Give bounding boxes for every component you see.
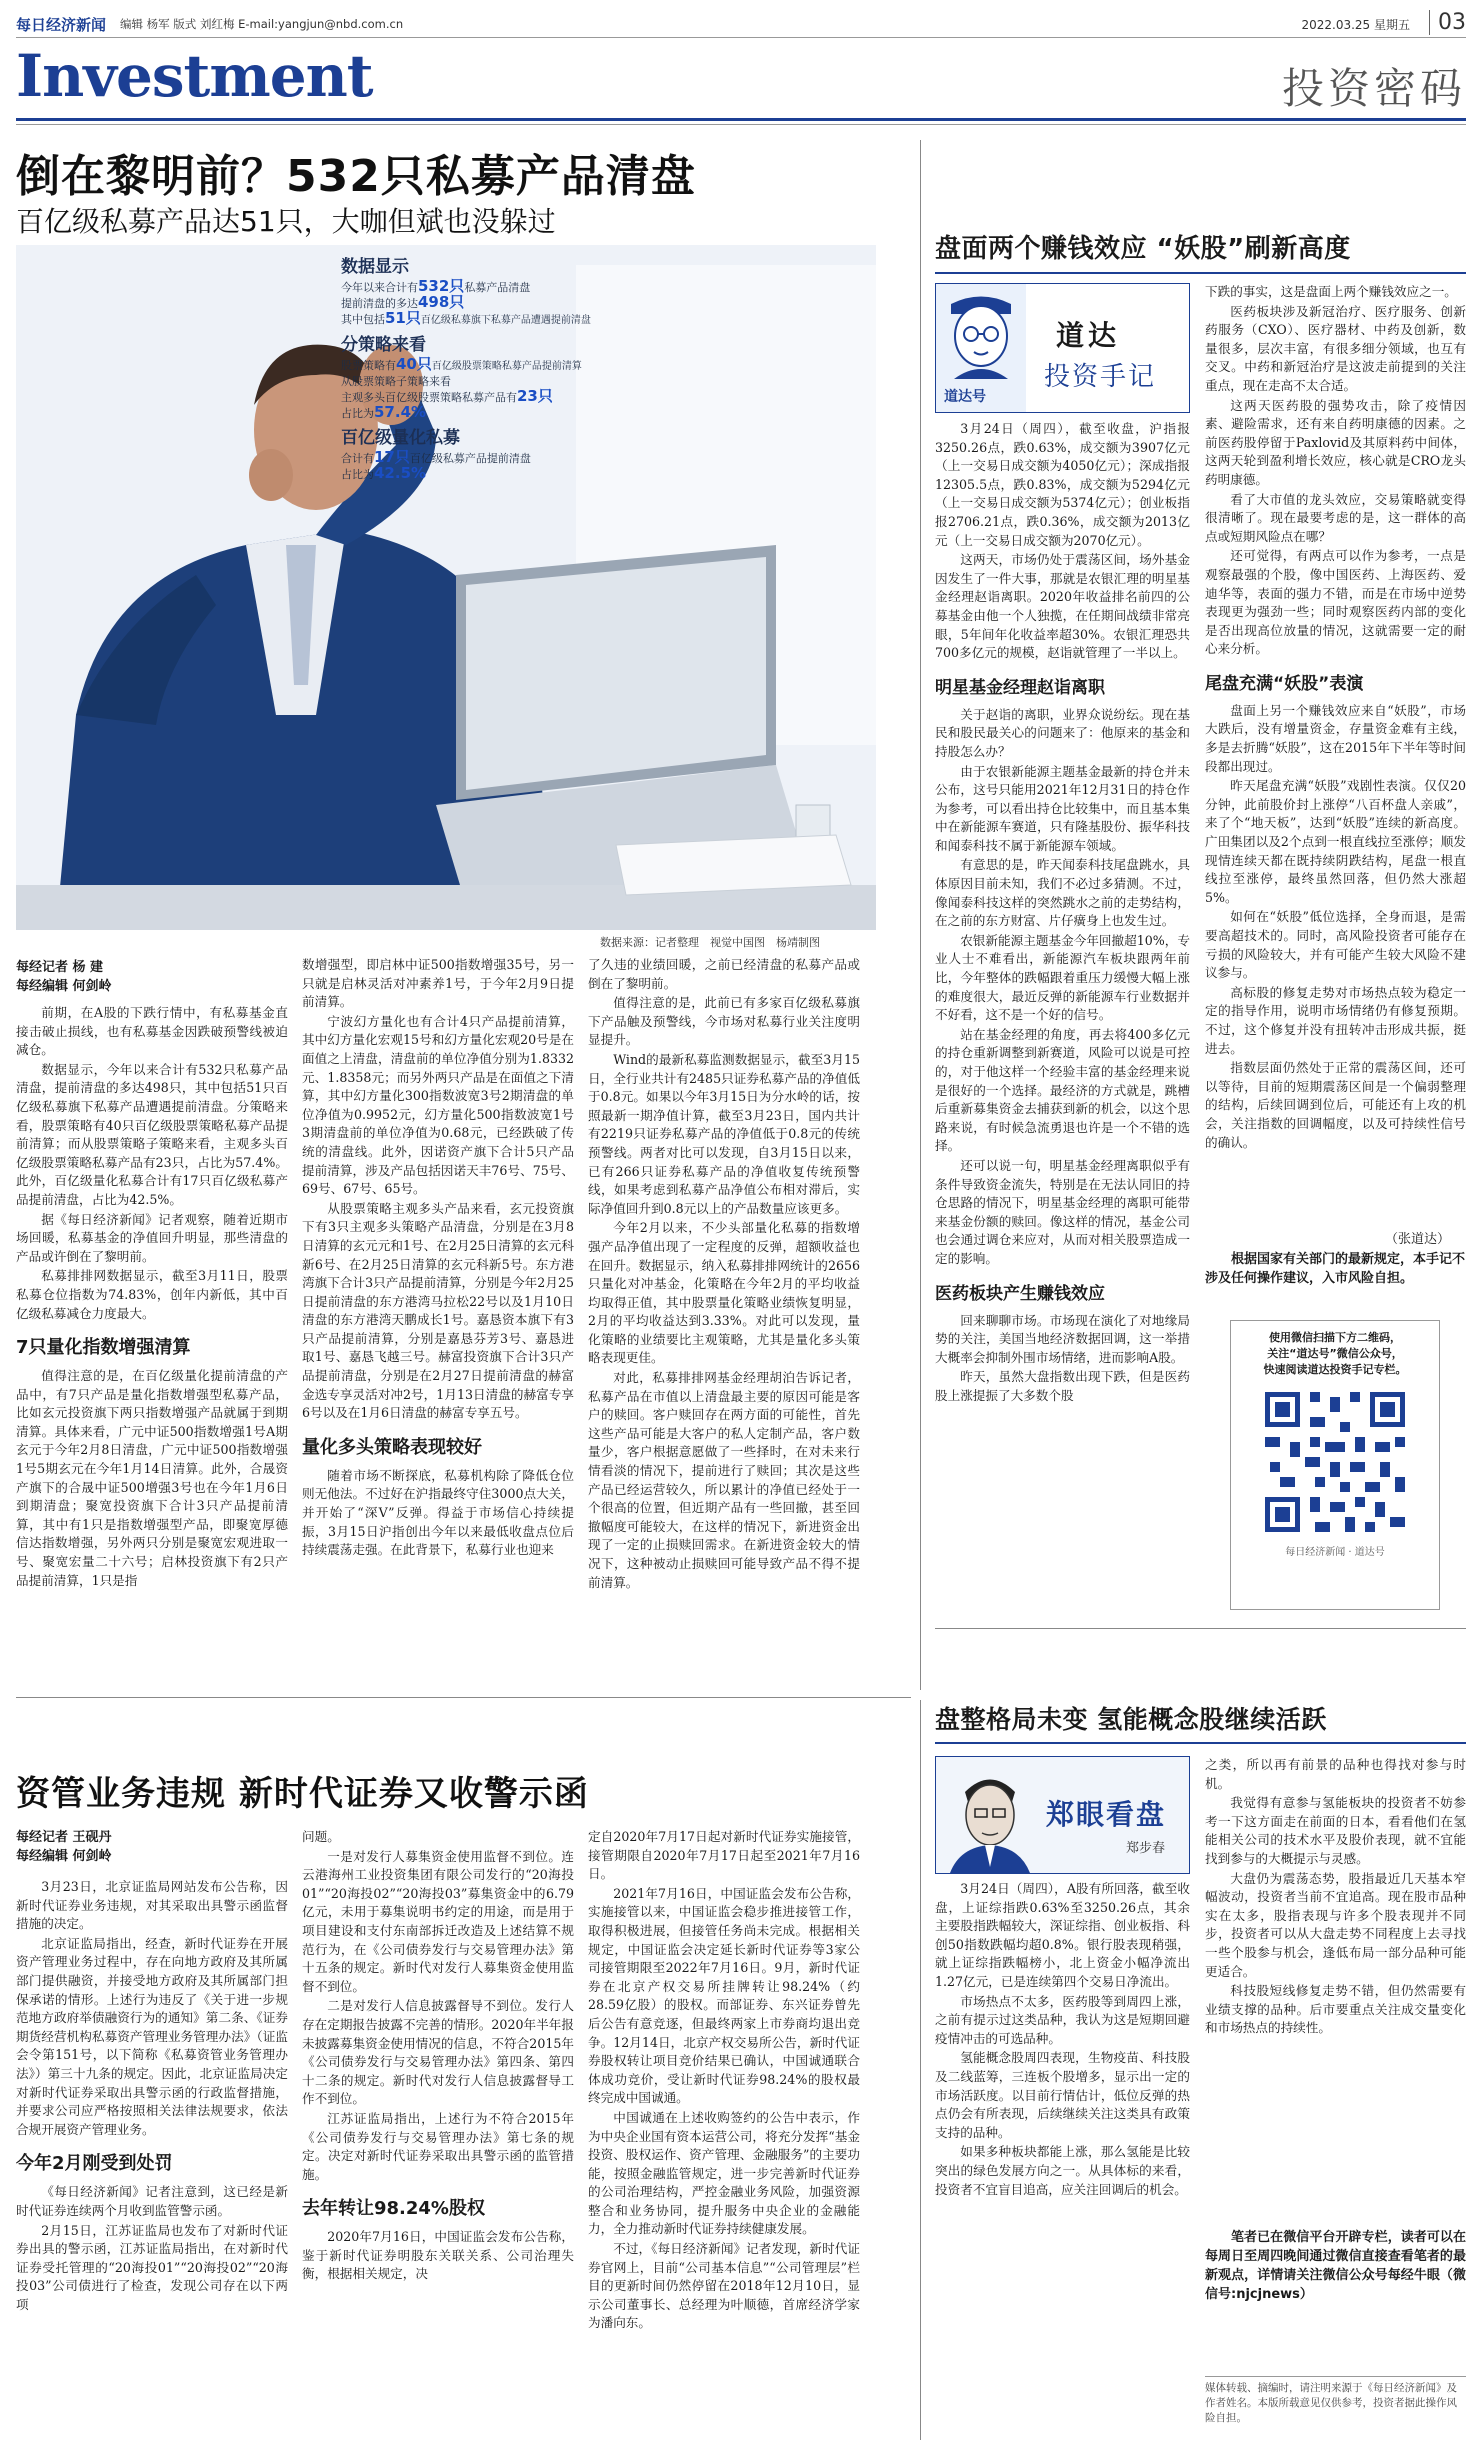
paragraph: 高标股的修复走势对市场热点较为稳定一定的指导作用，说明市场情绪仍有修复预期。不过，这个修复并没有扭转冲击形成共振，挺进去。 xyxy=(1205,984,1466,1056)
page-number: 03 xyxy=(1429,10,1466,35)
paragraph: 了久违的业绩回暖，之前已经清盘的私募产品或倒在了黎明前。 xyxy=(588,957,860,991)
paragraph: 盘面上另一个赚钱效应来自“妖股”，市场大跌后，没有增量资金，存量资金难有主线，多是去折腾“妖股”，这在2015年下半年等时间段都出现过。 xyxy=(1205,702,1466,774)
column-name: 郑眼看盘 xyxy=(1046,1798,1167,1831)
paragraph: 如何在“妖股”低位选择，全身而退，是需要高超技术的。同时，高风险投资者可能存在亏损的风险较大，并有可能产生较大风险不建议参与。 xyxy=(1205,909,1466,981)
info-line-5: 从股票策略子策略来看 xyxy=(341,375,451,388)
lead-photo xyxy=(16,245,876,930)
section-rule-1 xyxy=(16,118,1466,121)
masthead-bar xyxy=(16,10,1466,36)
paragraph: 有意思的是，昨天闻泰科技尾盘跳水，具体原因目前未知，我们不必过多猜测。不过，像闻泰科技这样的突然跳水之前的走势结构，在之前的东方财富、片仔癀身上也发生过。 xyxy=(935,857,1190,929)
paragraph: 江苏证监局指出，上述行为不符合2015年《公司债券发行与交易管理办法》第七条的规定。决定对新时代证券采取出具警示函的监管措施。 xyxy=(302,2110,574,2182)
paragraph: 值得注意的是，此前已有多家百亿级私募旗下产品触及预警线，今市场对私募行业关注度明显提升。 xyxy=(588,995,860,1048)
reporter: 每经记者 杨 建 xyxy=(16,960,104,975)
right-top-rule xyxy=(935,272,1466,274)
paragraph: 数据显示，今年以来合计有532只私募产品清盘，提前清盘的多达498只，其中包括51只百亿级私募旗下私募产品遭遇提前清盘。分策略来看，股票策略有40只百亿级股票策略私募产品提前清算；而从股票策略子策略来看，主观多头百亿级股票策略私募产品有23只，占比为57.4%。此外，百亿级量化私募合计有17只百亿级私募产品提前清盘，占比为42.5%。 xyxy=(16,1061,288,1207)
lead-subhead-2: 量化多头策略表现较好 xyxy=(302,1436,482,1458)
bottom-left-title: 资管业务违规 新时代证券又收警示函 xyxy=(16,1774,589,1814)
paragraph: 由于农银新能源主题基金最新的持仓并未公布，这号只能用2021年12月31日的持仓作为参考，可以看出持仓比较集中，而且基本集中在新能源车赛道，只有隆基股份、振华科技和闻泰科技不属于新能源车领域。 xyxy=(935,763,1190,853)
info-figure: 23只 xyxy=(517,387,553,405)
paragraph: 值得注意的是，在百亿级量化提前清盘的产品中，有7只产品是量化指数增强型私募产品，比如玄元投资旗下两只指数增强产品就属于到期清算。具体来看，广元中证500指数增强1号A期玄元于今年2月8日清盘，广元中证500指数增强1号5期玄元在今年1月14日清算。此外，合晟资产旗下的合晟中证500增强3号也在今年1月6日到期清盘；聚宽投资旗下合计3只产品提前清算，其中有1只是指数增强型产品，即聚宽厚德信达指数增强，另外两只分别是聚宽宏观进取一号、聚宽宏量二十六号；启林投资旗下有2只产品提前清算，1只是指 xyxy=(16,1368,288,1588)
paragraph: 宁波幻方量化也有合计4只产品提前清算，其中幻方量化宏观15号和幻方量化宏观20号是在面值之上清盘，清盘前的单位净值分别为1.8332元、1.8358元；而另外两只产品是在面值之下清算，其中幻方量化300指数波宽3号2期清盘的单位净值为0.9952元，幻方量化500指数波宽1号3期清盘前的单位净值为0.68元，已经跌破了传统的清盘线。此外，因诺资产旗下合计5只产品提前清算，涉及产品包括因诺天丰76号、75号、69号、67号、65号。 xyxy=(302,1013,574,1197)
paragraph: 指数层面仍然处于正常的震荡区间，还可以等待，目前的短期震荡区间是一个偏弱整理的结构，后续回调到位后，可能还有上攻的机会，关注指数的回调幅度，以及可持续性信号的确认。 xyxy=(1205,1060,1466,1150)
info-text: 合计有 xyxy=(341,452,374,465)
column-divider-main xyxy=(920,140,921,1690)
paragraph: 关于赵诣的离职，业界众说纷纭。现在基民和股民最关心的问题来了：他原来的基金和持股怎么办？ xyxy=(935,706,1190,759)
paragraph: 还可觉得，有两点可以作为参考，一点是观察最强的个股，像中国医药、上海医药、爱迪华等，表面的强力不错，而是在市场中逆势表现更为强劲一些；同时观察医药内部的变化是否出现高位放量的情况，这就需要一定的耐心来分析。 xyxy=(1205,548,1466,657)
mid-page-rule xyxy=(16,1697,911,1698)
paragraph: 3月24日（周四），截至收盘，沪指报3250.26点，跌0.63%，成交额为3907亿元（上一交易日成交额为4050亿元）；深成指报12305.5点，跌0.83%，成交额为5294亿元（上一交易日成交额为5374亿元）；创业板指报2706.21点，跌0.36%，成交额为2013亿元（上一交易日成交额为2070亿元）。 xyxy=(935,421,1190,548)
paragraph: 中国诚通在上述收购签约的公告中表示，作为中央企业国有资本运营公司，将充分发挥“基金投资、股权运作、资产管理、金融服务”的主要功能，按照金融监管规定，进一步完善新时代证券的公司治理结构，严控金融业务风险，加强资源整合和业务协同，提升服务中央企业的金融能力，全力推动新时代证券持续健康发展。 xyxy=(588,2109,860,2237)
right-subhead-3: 尾盘充满“妖股”表演 xyxy=(1205,673,1364,694)
lead-subhead-1: 7只量化指数增强清算 xyxy=(16,1337,191,1359)
paragraph: 科技股短线修复走势不错，但仍然需要有业绩支撑的品种。后市要重点关注成交量变化和市场热点的持续性。 xyxy=(1205,1983,1466,2036)
paper-name: 每日经济新闻 xyxy=(16,16,107,34)
bottom-right-col-2 xyxy=(1205,1756,1466,2188)
bottom-right-col-1 xyxy=(935,1880,1190,2440)
info-text: 百亿级私募产品提前清盘 xyxy=(409,452,531,465)
section-title-cn: 投资密码 xyxy=(1281,64,1466,113)
paragraph: 医药板块涉及新冠治疗、医疗服务、创新药服务（CXO）、医疗器材、中药及创新，数量很多，层次丰富，有很多细分领域，也互有交叉。中药和新冠治疗是这波走前提到的关注重点，现在走高不太合适。 xyxy=(1205,303,1466,393)
paragraph: 下跌的事实，这是盘面上两个赚钱效应之一。 xyxy=(1205,284,1457,299)
paragraph: 之类，所以再有前景的品种也得找对参与时机。 xyxy=(1205,1757,1466,1791)
right-subhead-2: 医药板块产生赚钱效应 xyxy=(935,1283,1105,1304)
right-mid-rule xyxy=(935,1628,1466,1629)
paragraph: 随着市场不断探底，私募机构除了降低仓位则无他法。不过好在沪指最终守住3000点大关，并开始了“深V”反弹。得益于市场信心持续提振，3月15日沪指创出今年以来最低收盘点位后持续震荡走强。在此背景下，私募行业也迎来 xyxy=(302,1467,574,1558)
column-name: 道达 xyxy=(1056,319,1121,352)
qr-code-icon[interactable] xyxy=(1260,1387,1410,1537)
info-text: 今年以来合计有 xyxy=(341,281,418,294)
info-text: 其中包括 xyxy=(341,313,385,326)
paragraph: 《每日经济新闻》记者注意到，这已经是新时代证券连续两个月收到监管警示函。 xyxy=(16,2184,288,2218)
paragraph: 回来聊聊市场。市场现在演化了对地缘局势的关注，美国当地经济数据回调，这一举措大概率会抑制外围市场情绪，进而影响A股。 xyxy=(935,1312,1190,1365)
info-figure: 42.5% xyxy=(374,464,427,482)
right-top-title: 盘面两个赚钱效应 “妖股”刷新高度 xyxy=(935,234,1351,264)
daoda-logo-box xyxy=(936,284,1026,412)
info-heading-3: 百亿级量化私募 xyxy=(341,428,460,448)
editor: 每经编辑 何剑岭 xyxy=(16,1849,112,1864)
paragraph: 问题。 xyxy=(302,1829,340,1844)
right-top-col-1 xyxy=(935,420,1190,1460)
bottom-left-col-2 xyxy=(302,1828,574,2440)
paragraph: 还可以说一句，明星基金经理离职似乎有条件导致资金流失，特别是在无法认同旧的持仓思路的情况下，明星基金经理的离职可能带来基金份额的赎回。像这样的情况，基金公司也会通过调仓来应对，从而对相关股票造成一定的影响。 xyxy=(935,1157,1190,1266)
reporter: 每经记者 王砚丹 xyxy=(16,1830,112,1845)
author-portrait-icon xyxy=(940,1757,1040,1873)
reprint-disclaimer: 媒体转载、摘编时，请注明来源于《每日经济新闻》及作者姓名。本版所载意见仅供参考，投资者据此操作风险自担。 xyxy=(1205,2376,1466,2426)
paragraph: 今年2月以来，不少头部量化私募的指数增强产品净值出现了一定程度的反弹，超额收益也在回升。数据显示，纳入私募排排网统计的2656只量化对冲基金，化策略在今年2月的平均收益均取得正值，其中股票量化策略业绩恢复明显，2月的平均收益达到3.33%。对此可以发现，量化策略的业绩要比主观策略，尤其是量化多头策略表现更佳。 xyxy=(588,1220,860,1366)
paragraph: 2月15日，江苏证监局也发布了对新时代证券出具的警示函，江苏证监局指出，在对新时代证券受托管理的“20海投01”“20海投02”“20海投03”公司债进行了检查，发现公司存在以下两项 xyxy=(16,2222,288,2312)
bottom-subhead-2: 去年转让98.24%股权 xyxy=(302,2198,485,2220)
bottom-left-col-3 xyxy=(588,1828,860,2440)
info-text: 主观多头百亿级股票策略私募产品有 xyxy=(341,391,517,404)
info-text: 股票策略有 xyxy=(341,359,396,372)
bottom-right-rule xyxy=(935,1742,1466,1744)
author-signature: （张道达） xyxy=(1385,1232,1451,1247)
right-top-col-2 xyxy=(1205,283,1466,1223)
qr-text-2: 关注“道达号”微信公众号， xyxy=(1267,1347,1403,1360)
info-figure: 40只 xyxy=(396,355,432,373)
qr-text-1: 使用微信扫描下方二维码， xyxy=(1269,1331,1401,1344)
paragraph: 私募排排网数据显示，截至3月11日，股票私募仓位指数为74.83%，创年内新低，其中百亿级私募减仓力度最大。 xyxy=(16,1268,288,1321)
qr-caption: 每日经济新闻 · 道达号 xyxy=(1285,1547,1385,1558)
info-figure: 51只 xyxy=(385,309,421,327)
top-rule xyxy=(16,37,1466,38)
paragraph: 市场热点不太多，医药股等到周四上涨，之前有提示过这类品种，我认为这是短期回避疫情冲击的可选品种。 xyxy=(935,1993,1190,2046)
paragraph: 昨天，虽然大盘指数出现下跌，但是医药股上涨提振了大多数个股 xyxy=(935,1369,1190,1403)
qr-text-3: 快速阅读道达投资手记专栏。 xyxy=(1263,1363,1407,1376)
lead-col-3 xyxy=(588,956,860,1684)
column-divider-bottom xyxy=(920,1700,921,2440)
info-figure: 532只 xyxy=(418,277,465,295)
info-line-3 xyxy=(341,311,601,328)
paragraph: 站在基金经理的角度，再去将400多亿元的持仓重新调整到新赛道，风险可以说是可控的，对于他这样一个经验丰富的基金经理来说是很好的一个选择。最经济的方式就是，跳槽后重新募集资金去捕获到新的机会，以这个思路来说，有时候急流勇退也许是一个不错的选择。 xyxy=(935,1026,1190,1154)
paragraph: 对此，私募排排网基金经理胡泊告诉记者，私募产品在市值以上清盘最主要的原因可能是客户的赎回。客户赎回存在两方面的可能性，首先这些产品可能是大客户的私人定制产品，客户数量少，客户根据意愿做了一些择时，在对未来行情看淡的情况下，提前进行了赎回；其次是这些产品已经运营较久，所以累计的净值已经处于一个很高的位置，但近期产品有一些回撤，甚至回撤幅度可能较大，在这样的情况下，新进资金出现了一定的止损赎回需求。在新进资金较大的情况下，这种被动止损赎回可能导致产品不得不提前清算。 xyxy=(588,1370,860,1590)
daoda-column-header xyxy=(935,283,1190,413)
info-text: 私募产品清盘 xyxy=(464,281,531,294)
paragraph: 据《每日经济新闻》记者观察，随着近期市场回暖，私募基金的净值回升明显，那些清盘的产品或许倒在了黎明前。 xyxy=(16,1211,288,1264)
paragraph: 2020年7月16日，中国证监会发布公告称，鉴于新时代证券明股东关联关系、公司治理失衡，根据相关规定，决 xyxy=(302,2229,574,2282)
info-text: 百亿级私募旗下私募产品遭遇提前清盘 xyxy=(420,315,591,326)
column-author: 郑步春 xyxy=(1126,1841,1166,1856)
section-title-en: Investment xyxy=(16,42,373,110)
paragraph: 我觉得有意参与氢能板块的投资者不妨参考一下这方面走在前面的日本，看看他们在氢能相关公司的技术水平及股价表现，就不宜能找到参与的大概提示与灵感。 xyxy=(1205,1795,1466,1866)
paragraph: 氢能概念股周四表现，生物疫苗、科技股及二线蓝筹，三连板个股增多，显示出一定的市场活跃度。以目前行情估计，低位反弹的热点仍会有所表现，后续继续关注这类具有政策支持的品种。 xyxy=(935,2050,1190,2140)
paragraph: 这两天医药股的强势攻击，除了疫情因素、避险需求，还有来自药明康德的因素。之前医药股停留于Paxlovid及其原料药中间体，这两天轮到盈利增长效应，核心就是CRO龙头药明康德。 xyxy=(1205,397,1466,487)
paragraph: 如果多种板块都能上涨，那么氢能是比较突出的绿色发展方向之一。从具体标的来看，投资者不宜盲目追高，应关注回调后的机会。 xyxy=(935,2144,1190,2197)
photo-credit: 数据来源：记者整理 视觉中国图 杨靖制图 xyxy=(600,936,820,949)
paragraph: 这两天，市场仍处于震荡区间，场外基金因发生了一件大事，那就是农银汇理的明星基金经理赵诣离职。2020年收益排名前四的公募基金由他一个人独揽，在任期间战绩非常亮眼，5年间年化收益率超30%。农银汇理恐共700多亿元的规模，赵诣就管理了一半以上。 xyxy=(935,552,1190,661)
info-line-7 xyxy=(341,405,601,421)
daoda-logo-label: 道达号 xyxy=(944,389,986,405)
info-text: 提前清盘的多达 xyxy=(341,297,418,310)
daoda-portrait-icon xyxy=(936,284,1026,384)
paragraph: 3月24日（周四），A股有所回落，截至收盘，上证综指跌0.63%至3250.26点，其余主要股指跌幅较大，深证综指、创业板指、科创50指数跌幅均超0.8%。银行股表现稍强，就上证综指跌幅榜小，北上资金小幅净流出1.27亿元，已是连续第四个交易日净流出。 xyxy=(935,1881,1190,1989)
section-rule-2 xyxy=(16,124,1466,125)
bottom-subhead-1: 今年2月刚受到处罚 xyxy=(16,2153,173,2175)
info-line-2 xyxy=(341,295,601,311)
info-heading-2: 分策略来看 xyxy=(341,335,426,355)
info-figure: 17只 xyxy=(374,448,410,466)
paragraph: 大盘仍为震荡态势，股指最近几天基本窄幅波动，投资者当前不宜追高。现在股市品种实在太多，股指表现与许多个股表现并不同步，投资者可以从大盘走势不同程度上去寻找一些个股参与机会，逢低布局一部分品种可能更适合。 xyxy=(1205,1870,1466,1979)
lead-col-2 xyxy=(302,956,574,1684)
paragraph: 不过，《每日经济新闻》记者发现，新时代证券官网上，目前“公司基本信息”“公司管理层”栏目的更新时间仍然停留在2018年12月10日，显示公司董事长、总经理为叶顺德，首席经济学家为潘向东。 xyxy=(588,2241,860,2331)
info-figure: 498只 xyxy=(418,293,465,311)
issue-date: 2022.03.25 星期五 xyxy=(1301,18,1410,32)
paragraph: Wind的最新私募监测数据显示，截至3月15日，全行业共计有2485只证券私募产品的净值低于0.8元。如果以今年3月15日为分水岭的话，按照最新一期净值计算，截至3月23日，国内共计有2219只证券私募产品的净值低于0.8元的传统预警线。两者对比可以发现，自3月15日以来，已有266只证券私募产品的净值收复传统预警线，如果考虑到私募产品净值公布相对滞后，实际净值回升到0.8元以上的产品数量应该更多。 xyxy=(588,1051,860,1216)
paragraph: 定自2020年7月17日起对新时代证券实施接管，接管期限自2020年7月17日起至2021年7月16日。 xyxy=(588,1829,860,1882)
bottom-left-byline xyxy=(16,1828,286,1866)
paragraph: 2021年7月16日，中国证监会发布公告称，实施接管以来，中国证监会稳步推进接管工作，取得积极进展，但接管任务尚未完成。根据相关规定，中国证监会决定延长新时代证券等3家公司接管期限至2022年7月16日。9月，新时代证券在北京产权交易所挂牌转让98.24%（约28.59亿股）的股权。而部证券、东兴证券曾先后公告有意竞逐，但最终两家上市券商均退出竞争。12月14日，北京产权交易所公告，新时代证券股权转让项目竞价结果已确认，中国诚通联合体成功竞价，受让新时代证券98.24%的股权最终完成中国诚通。 xyxy=(588,1885,860,2106)
lead-col-1 xyxy=(16,1004,288,1684)
info-heading-1: 数据显示 xyxy=(341,257,409,277)
qr-box xyxy=(1230,1320,1440,1610)
paragraph: 数增强型，即启林中证500指数增强35号，另一只就是启林灵活对冲素养1号，于今年2月9日提前清算。 xyxy=(302,957,574,1010)
info-line-9 xyxy=(341,466,601,482)
wechat-note: 笔者已在微信平台开辟专栏，读者可以在每周日至周四晚间通过微信直接查看笔者的最新观点，详情请关注微信公众号每经牛眼（微信号:njcjnews） xyxy=(1205,2230,1466,2302)
info-text: 占比为 xyxy=(341,407,374,420)
paragraph: 北京证监局指出，经查，新时代证券在开展资产管理业务过程中，存在向地方政府及其所属部门提供融资，并接受地方政府及其所属部门担保承诺的情形。上述行为违反了《关于进一步规范地方政府举债融资行为的通知》第二条、《证券期货经营机构私募资产管理业务管理办法》（证监会令第151号，以下简称《私募资管业务管理办法》）第三十九条的规定。因此，北京证监局决定对新时代证券采取出具警示函的行政监督措施，并要求公司应严格按照相关法律法规要求，依法合规开展资产管理业务。 xyxy=(16,1935,288,2137)
paragraph: 二是对发行人信息披露督导不到位。发行人存在定期报告披露不完善的情形。2020年半年报未披露募集资金使用情况的信息，不符合2015年《公司债券发行与交易管理办法》第四条、第四十二条的规定。新时代对发行人信息披露督导工作不到位。 xyxy=(302,1998,574,2107)
bottom-right-title: 盘整格局未变 氢能概念股继续活跃 xyxy=(935,1705,1327,1734)
paragraph: 农银新能源主题基金今年回撤超10%，专业人士不难看出，新能源汽车板块跟两年前比，今年整体的跌幅跟着重压力缓慢大幅上涨的难度很大，最近反弹的新能源车行业数据并不好看，这不是一个好的信号。 xyxy=(935,932,1190,1023)
lead-subtitle: 百亿级私募产品达51只，大咖但斌也没躲过 xyxy=(16,205,556,238)
infographic-panel xyxy=(341,257,601,482)
info-text: 占比为 xyxy=(341,468,374,481)
paragraph: 从股票策略主观多头产品来看，玄元投资旗下有3只主观多头策略产品清盘，分别是在3月8日清算的玄元元和1号、在2月25日清算的玄元科新6号、在2月25日清算的玄元科新5号。东方港湾旗下合计3只产品提前清算，分别是今年2月25日提前清盘的东方港湾马拉松22号以及1月10日清盘的东方港湾天鹏成长1号。嘉恳资本旗下有3只产品提前清算，分别是嘉恳芬芳3号、嘉恳进取1号、嘉恳飞越三号。赫富投资旗下合计3只产品提前清盘，分别是在2月27日提前清盘的赫富金选专享灵活对冲2号，1月13日清盘的赫富专享6号以及在1月6日清盘的赫富专享五号。 xyxy=(302,1200,574,1421)
right-subhead-1: 明星基金经理赵诣离职 xyxy=(935,677,1105,698)
paragraph: 3月23日，北京证监局网站发布公告称，因新时代证券业务违规，对其采取出具警示函监督措施的决定。 xyxy=(16,1879,288,1932)
info-line-4 xyxy=(341,357,601,374)
info-line-1 xyxy=(341,279,601,295)
zheng-column-header xyxy=(935,1756,1190,1874)
paragraph: 一是对发行人募集资金使用监督不到位。连云港海州工业投资集团有限公司发行的“20海投01”“20海投02”“20海投03”募集资金中的6.79亿元，未用于募集说明书约定的用途，而是用于项目建设和支付东南部拆迁改造及上述结算不规范行为，在《公司债券发行与交易管理办法》第十五条的规定。新时代对发行人募集资金使用监督不到位。 xyxy=(302,1848,574,1994)
info-figure: 57.4% xyxy=(374,403,427,421)
paragraph: 昨天尾盘充满“妖股”戏剧性表演。仅仅20分钟，此前股价封上涨停“八百杯盘人亲戚”，来了个“地天板”，达到“妖股”连续的新高度。广田集团以及2个点到一根直线拉至涨停；顺发现情连续天都在既持续阴跌结构，尾盘一根直线拉至涨停，最终虽然回落，但仍然大涨超5%。 xyxy=(1205,778,1466,905)
editor-line: 编辑 杨军 版式 刘红梅 E-mail:yangjun@nbd.com.cn xyxy=(120,17,404,31)
lead-byline xyxy=(16,958,286,996)
info-text: 百亿级股票策略私募产品提前清算 xyxy=(431,361,582,372)
bottom-left-col-1 xyxy=(16,1878,288,2440)
lead-col1-paras xyxy=(16,1004,288,1323)
paragraph: 前期，在A股的下跌行情中，有私募基金直接击破止损线，也有私募基金因跌破预警线被迫减仓。 xyxy=(16,1005,288,1058)
editor: 每经编辑 何剑岭 xyxy=(16,979,112,994)
paragraph: 看了大市值的龙头效应，交易策略就变得很清晰了。现在最要考虑的是，这一群体的高点或短期风险点在哪？ xyxy=(1205,491,1466,544)
disclaimer-box: 根据国家有关部门的最新规定，本手记不涉及任何操作建议，入市风险自担。 xyxy=(1205,1252,1466,1286)
column-subname: 投资手记 xyxy=(1044,362,1157,392)
lead-title: 倒在黎明前？532只私募产品清盘 xyxy=(16,151,696,202)
